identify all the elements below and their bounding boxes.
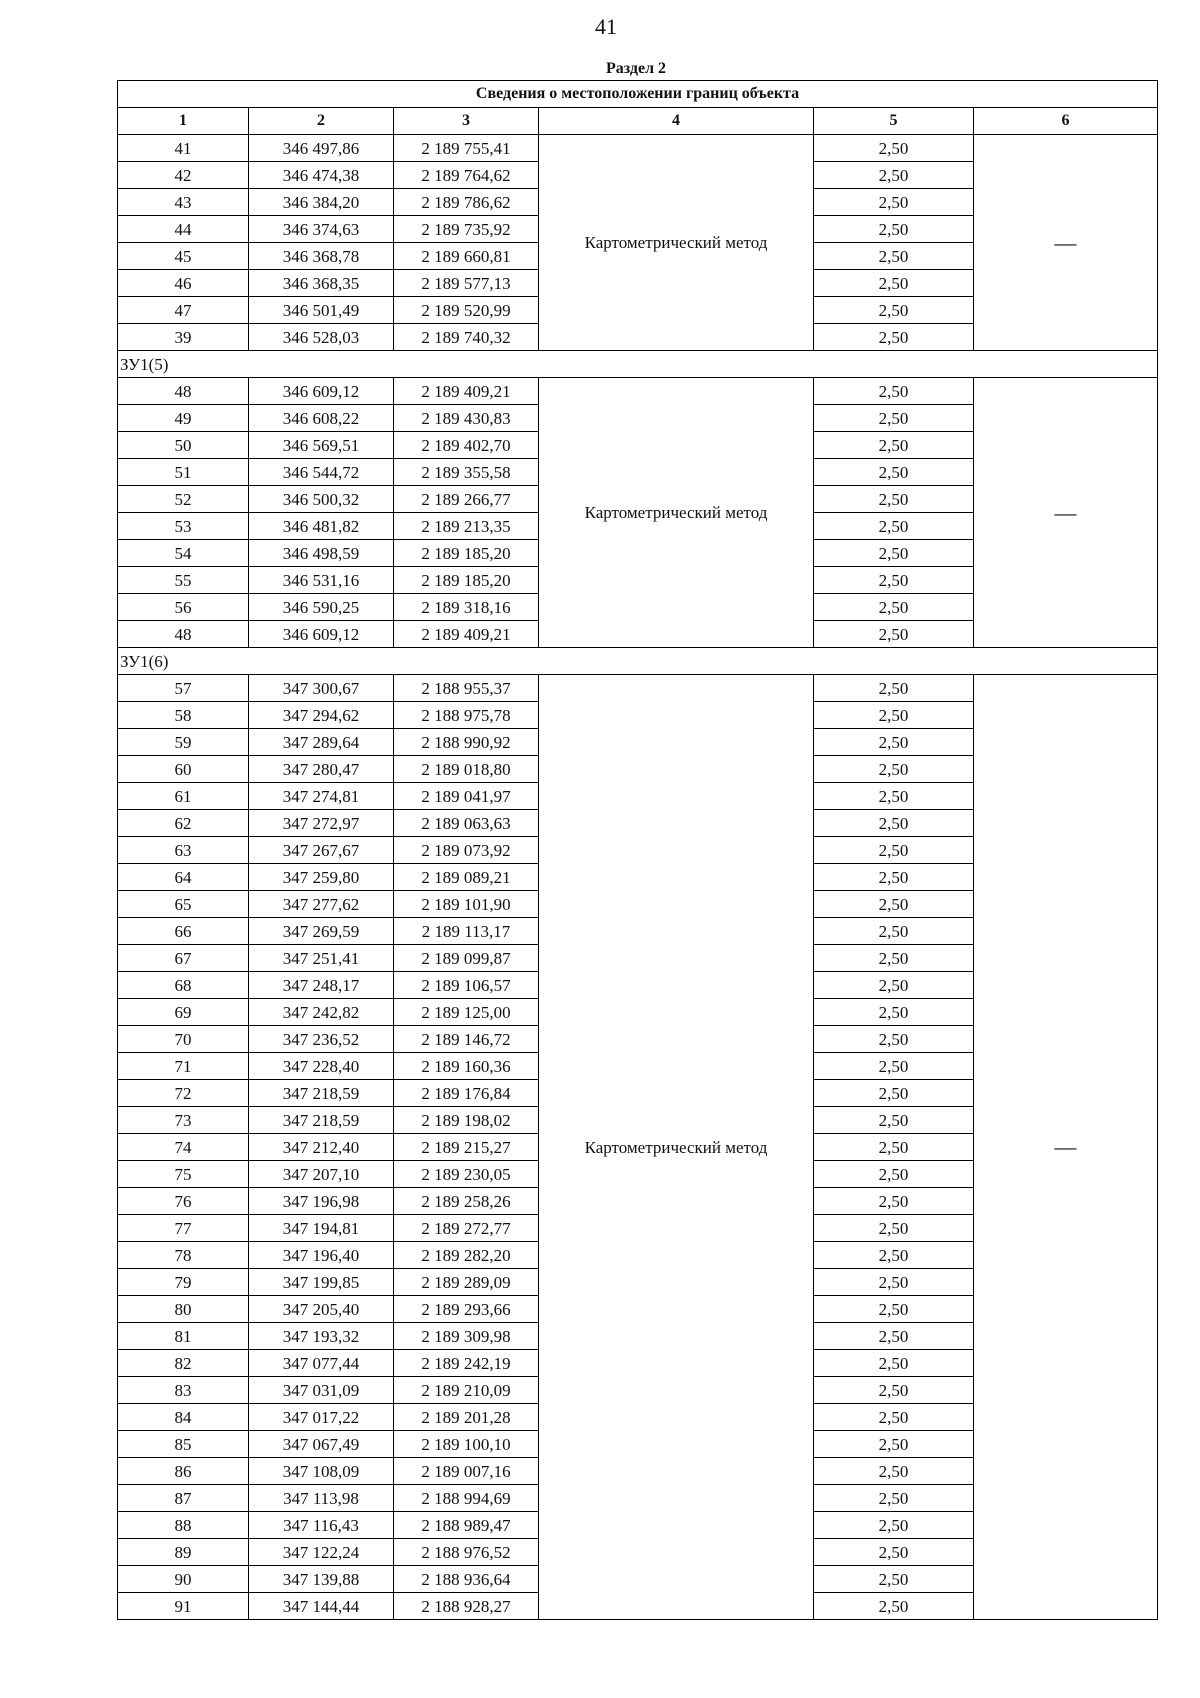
x-coordinate-cell: 346 498,59: [249, 540, 394, 567]
column-6-cell: —: [974, 675, 1158, 1620]
y-coordinate-cell: 2 189 146,72: [394, 1026, 539, 1053]
x-coordinate-cell: 346 528,03: [249, 324, 394, 351]
accuracy-cell: 2,50: [814, 756, 974, 783]
accuracy-cell: 2,50: [814, 216, 974, 243]
point-number-cell: 79: [118, 1269, 249, 1296]
accuracy-cell: 2,50: [814, 270, 974, 297]
x-coordinate-cell: 347 196,40: [249, 1242, 394, 1269]
x-coordinate-cell: 347 031,09: [249, 1377, 394, 1404]
accuracy-cell: 2,50: [814, 1053, 974, 1080]
column-6-cell: —: [974, 135, 1158, 351]
point-number-cell: 75: [118, 1161, 249, 1188]
accuracy-cell: 2,50: [814, 1215, 974, 1242]
x-coordinate-cell: 347 236,52: [249, 1026, 394, 1053]
accuracy-cell: 2,50: [814, 918, 974, 945]
point-number-cell: 52: [118, 486, 249, 513]
y-coordinate-cell: 2 189 073,92: [394, 837, 539, 864]
accuracy-cell: 2,50: [814, 837, 974, 864]
accuracy-cell: 2,50: [814, 1026, 974, 1053]
accuracy-cell: 2,50: [814, 567, 974, 594]
x-coordinate-cell: 346 497,86: [249, 135, 394, 162]
x-coordinate-cell: 347 122,24: [249, 1539, 394, 1566]
y-coordinate-cell: 2 189 293,66: [394, 1296, 539, 1323]
point-number-cell: 43: [118, 189, 249, 216]
y-coordinate-cell: 2 188 990,92: [394, 729, 539, 756]
y-coordinate-cell: 2 189 230,05: [394, 1161, 539, 1188]
x-coordinate-cell: 347 251,41: [249, 945, 394, 972]
x-coordinate-cell: 347 289,64: [249, 729, 394, 756]
accuracy-cell: 2,50: [814, 1350, 974, 1377]
table-row: [118, 675, 1158, 702]
y-coordinate-cell: 2 189 100,10: [394, 1431, 539, 1458]
point-number-cell: 55: [118, 567, 249, 594]
point-number-cell: 67: [118, 945, 249, 972]
accuracy-cell: 2,50: [814, 729, 974, 756]
accuracy-cell: 2,50: [814, 1404, 974, 1431]
point-number-cell: 73: [118, 1107, 249, 1134]
y-coordinate-cell: 2 189 402,70: [394, 432, 539, 459]
point-number-cell: 44: [118, 216, 249, 243]
y-coordinate-cell: 2 189 764,62: [394, 162, 539, 189]
accuracy-cell: 2,50: [814, 864, 974, 891]
point-number-cell: 76: [118, 1188, 249, 1215]
x-coordinate-cell: 347 108,09: [249, 1458, 394, 1485]
point-number-cell: 77: [118, 1215, 249, 1242]
column-header-2: 2: [249, 108, 394, 135]
point-number-cell: 89: [118, 1539, 249, 1566]
x-coordinate-cell: 347 242,82: [249, 999, 394, 1026]
point-number-cell: 57: [118, 675, 249, 702]
x-coordinate-cell: 347 272,97: [249, 810, 394, 837]
y-coordinate-cell: 2 189 266,77: [394, 486, 539, 513]
point-number-cell: 68: [118, 972, 249, 999]
y-coordinate-cell: 2 189 106,57: [394, 972, 539, 999]
point-number-cell: 81: [118, 1323, 249, 1350]
y-coordinate-cell: 2 189 258,26: [394, 1188, 539, 1215]
column-header-6: 6: [974, 108, 1158, 135]
x-coordinate-cell: 347 017,22: [249, 1404, 394, 1431]
y-coordinate-cell: 2 189 007,16: [394, 1458, 539, 1485]
x-coordinate-cell: 346 544,72: [249, 459, 394, 486]
x-coordinate-cell: 347 199,85: [249, 1269, 394, 1296]
y-coordinate-cell: 2 189 201,28: [394, 1404, 539, 1431]
x-coordinate-cell: 347 267,67: [249, 837, 394, 864]
x-coordinate-cell: 347 067,49: [249, 1431, 394, 1458]
point-number-cell: 84: [118, 1404, 249, 1431]
y-coordinate-cell: 2 188 975,78: [394, 702, 539, 729]
x-coordinate-cell: 347 139,88: [249, 1566, 394, 1593]
y-coordinate-cell: 2 189 176,84: [394, 1080, 539, 1107]
table-row: [118, 135, 1158, 162]
point-number-cell: 42: [118, 162, 249, 189]
accuracy-cell: 2,50: [814, 1080, 974, 1107]
accuracy-cell: 2,50: [814, 1593, 974, 1620]
column-header-5: 5: [814, 108, 974, 135]
accuracy-cell: 2,50: [814, 621, 974, 648]
x-coordinate-cell: 347 300,67: [249, 675, 394, 702]
accuracy-cell: 2,50: [814, 891, 974, 918]
accuracy-cell: 2,50: [814, 297, 974, 324]
method-cell: Картометрический метод: [539, 378, 814, 648]
accuracy-cell: 2,50: [814, 486, 974, 513]
x-coordinate-cell: 347 113,98: [249, 1485, 394, 1512]
point-number-cell: 70: [118, 1026, 249, 1053]
y-coordinate-cell: 2 189 309,98: [394, 1323, 539, 1350]
point-number-cell: 91: [118, 1593, 249, 1620]
method-cell: Картометрический метод: [539, 675, 814, 1620]
y-coordinate-cell: 2 189 740,32: [394, 324, 539, 351]
point-number-cell: 50: [118, 432, 249, 459]
x-coordinate-cell: 346 501,49: [249, 297, 394, 324]
x-coordinate-cell: 346 500,32: [249, 486, 394, 513]
accuracy-cell: 2,50: [814, 162, 974, 189]
accuracy-cell: 2,50: [814, 1458, 974, 1485]
x-coordinate-cell: 346 374,63: [249, 216, 394, 243]
y-coordinate-cell: 2 189 786,62: [394, 189, 539, 216]
column-header-3: 3: [394, 108, 539, 135]
point-number-cell: 62: [118, 810, 249, 837]
y-coordinate-cell: 2 189 160,36: [394, 1053, 539, 1080]
x-coordinate-cell: 347 248,17: [249, 972, 394, 999]
accuracy-cell: 2,50: [814, 810, 974, 837]
x-coordinate-cell: 347 207,10: [249, 1161, 394, 1188]
x-coordinate-cell: 346 569,51: [249, 432, 394, 459]
column-header-4: 4: [539, 108, 814, 135]
point-number-cell: 66: [118, 918, 249, 945]
accuracy-cell: 2,50: [814, 513, 974, 540]
x-coordinate-cell: 347 212,40: [249, 1134, 394, 1161]
method-cell: Картометрический метод: [539, 135, 814, 351]
point-number-cell: 58: [118, 702, 249, 729]
point-number-cell: 69: [118, 999, 249, 1026]
accuracy-cell: 2,50: [814, 1188, 974, 1215]
accuracy-cell: 2,50: [814, 1134, 974, 1161]
accuracy-cell: 2,50: [814, 189, 974, 216]
x-coordinate-cell: 346 590,25: [249, 594, 394, 621]
y-coordinate-cell: 2 188 989,47: [394, 1512, 539, 1539]
x-coordinate-cell: 347 294,62: [249, 702, 394, 729]
table-caption-row: [118, 81, 1158, 108]
point-number-cell: 48: [118, 621, 249, 648]
accuracy-cell: 2,50: [814, 1485, 974, 1512]
x-coordinate-cell: 347 194,81: [249, 1215, 394, 1242]
point-number-cell: 48: [118, 378, 249, 405]
y-coordinate-cell: 2 189 063,63: [394, 810, 539, 837]
accuracy-cell: 2,50: [814, 1539, 974, 1566]
x-coordinate-cell: 347 193,32: [249, 1323, 394, 1350]
point-number-cell: 87: [118, 1485, 249, 1512]
y-coordinate-cell: 2 189 198,02: [394, 1107, 539, 1134]
point-number-cell: 61: [118, 783, 249, 810]
x-coordinate-cell: 347 269,59: [249, 918, 394, 945]
section-title: Раздел 2: [605, 60, 667, 77]
x-coordinate-cell: 346 609,12: [249, 621, 394, 648]
y-coordinate-cell: 2 189 289,09: [394, 1269, 539, 1296]
x-coordinate-cell: 346 384,20: [249, 189, 394, 216]
accuracy-cell: 2,50: [814, 783, 974, 810]
y-coordinate-cell: 2 189 430,83: [394, 405, 539, 432]
accuracy-cell: 2,50: [814, 675, 974, 702]
accuracy-cell: 2,50: [814, 702, 974, 729]
boundary-coordinates-table: [117, 80, 1158, 1620]
y-coordinate-cell: 2 189 213,35: [394, 513, 539, 540]
x-coordinate-cell: 347 116,43: [249, 1512, 394, 1539]
column-header-row: [118, 108, 1158, 135]
point-number-cell: 83: [118, 1377, 249, 1404]
point-number-cell: 46: [118, 270, 249, 297]
zone-label-row: [118, 351, 1158, 378]
point-number-cell: 59: [118, 729, 249, 756]
x-coordinate-cell: 347 144,44: [249, 1593, 394, 1620]
accuracy-cell: 2,50: [814, 594, 974, 621]
y-coordinate-cell: 2 189 272,77: [394, 1215, 539, 1242]
table-row: [118, 378, 1158, 405]
x-coordinate-cell: 346 531,16: [249, 567, 394, 594]
y-coordinate-cell: 2 189 318,16: [394, 594, 539, 621]
y-coordinate-cell: 2 189 577,13: [394, 270, 539, 297]
y-coordinate-cell: 2 189 242,19: [394, 1350, 539, 1377]
column-header-1: 1: [118, 108, 249, 135]
accuracy-cell: 2,50: [814, 135, 974, 162]
y-coordinate-cell: 2 188 928,27: [394, 1593, 539, 1620]
x-coordinate-cell: 347 277,62: [249, 891, 394, 918]
column-6-cell: —: [974, 378, 1158, 648]
accuracy-cell: 2,50: [814, 1242, 974, 1269]
page-number: 41: [595, 14, 617, 39]
zone-label-row: [118, 648, 1158, 675]
x-coordinate-cell: 347 228,40: [249, 1053, 394, 1080]
y-coordinate-cell: 2 189 185,20: [394, 567, 539, 594]
x-coordinate-cell: 347 259,80: [249, 864, 394, 891]
y-coordinate-cell: 2 189 210,09: [394, 1377, 539, 1404]
x-coordinate-cell: 346 609,12: [249, 378, 394, 405]
y-coordinate-cell: 2 189 282,20: [394, 1242, 539, 1269]
accuracy-cell: 2,50: [814, 432, 974, 459]
point-number-cell: 63: [118, 837, 249, 864]
accuracy-cell: 2,50: [814, 1161, 974, 1188]
x-coordinate-cell: 347 218,59: [249, 1107, 394, 1134]
x-coordinate-cell: 346 474,38: [249, 162, 394, 189]
accuracy-cell: 2,50: [814, 324, 974, 351]
point-number-cell: 80: [118, 1296, 249, 1323]
point-number-cell: 86: [118, 1458, 249, 1485]
y-coordinate-cell: 2 188 994,69: [394, 1485, 539, 1512]
y-coordinate-cell: 2 188 936,64: [394, 1566, 539, 1593]
y-coordinate-cell: 2 189 520,99: [394, 297, 539, 324]
x-coordinate-cell: 346 481,82: [249, 513, 394, 540]
accuracy-cell: 2,50: [814, 1431, 974, 1458]
point-number-cell: 56: [118, 594, 249, 621]
point-number-cell: 74: [118, 1134, 249, 1161]
point-number-cell: 90: [118, 1566, 249, 1593]
y-coordinate-cell: 2 189 409,21: [394, 621, 539, 648]
point-number-cell: 71: [118, 1053, 249, 1080]
y-coordinate-cell: 2 189 125,00: [394, 999, 539, 1026]
point-number-cell: 53: [118, 513, 249, 540]
y-coordinate-cell: 2 189 099,87: [394, 945, 539, 972]
y-coordinate-cell: 2 189 735,92: [394, 216, 539, 243]
y-coordinate-cell: 2 189 101,90: [394, 891, 539, 918]
zone-label: ЗУ1(6): [118, 648, 1158, 675]
accuracy-cell: 2,50: [814, 972, 974, 999]
accuracy-cell: 2,50: [814, 378, 974, 405]
point-number-cell: 60: [118, 756, 249, 783]
accuracy-cell: 2,50: [814, 1107, 974, 1134]
y-coordinate-cell: 2 189 113,17: [394, 918, 539, 945]
accuracy-cell: 2,50: [814, 1377, 974, 1404]
accuracy-cell: 2,50: [814, 1269, 974, 1296]
point-number-cell: 54: [118, 540, 249, 567]
y-coordinate-cell: 2 189 185,20: [394, 540, 539, 567]
accuracy-cell: 2,50: [814, 405, 974, 432]
x-coordinate-cell: 347 280,47: [249, 756, 394, 783]
x-coordinate-cell: 346 368,78: [249, 243, 394, 270]
point-number-cell: 64: [118, 864, 249, 891]
accuracy-cell: 2,50: [814, 999, 974, 1026]
point-number-cell: 72: [118, 1080, 249, 1107]
accuracy-cell: 2,50: [814, 1512, 974, 1539]
point-number-cell: 45: [118, 243, 249, 270]
y-coordinate-cell: 2 189 089,21: [394, 864, 539, 891]
x-coordinate-cell: 347 218,59: [249, 1080, 394, 1107]
x-coordinate-cell: 347 274,81: [249, 783, 394, 810]
accuracy-cell: 2,50: [814, 540, 974, 567]
y-coordinate-cell: 2 188 955,37: [394, 675, 539, 702]
x-coordinate-cell: 347 077,44: [249, 1350, 394, 1377]
accuracy-cell: 2,50: [814, 1296, 974, 1323]
accuracy-cell: 2,50: [814, 1566, 974, 1593]
y-coordinate-cell: 2 188 976,52: [394, 1539, 539, 1566]
point-number-cell: 88: [118, 1512, 249, 1539]
table-caption: Сведения о местоположении границ объекта: [118, 81, 1158, 108]
accuracy-cell: 2,50: [814, 459, 974, 486]
y-coordinate-cell: 2 189 409,21: [394, 378, 539, 405]
y-coordinate-cell: 2 189 215,27: [394, 1134, 539, 1161]
point-number-cell: 78: [118, 1242, 249, 1269]
point-number-cell: 51: [118, 459, 249, 486]
point-number-cell: 82: [118, 1350, 249, 1377]
y-coordinate-cell: 2 189 355,58: [394, 459, 539, 486]
x-coordinate-cell: 347 196,98: [249, 1188, 394, 1215]
point-number-cell: 49: [118, 405, 249, 432]
point-number-cell: 47: [118, 297, 249, 324]
y-coordinate-cell: 2 189 660,81: [394, 243, 539, 270]
accuracy-cell: 2,50: [814, 243, 974, 270]
point-number-cell: 41: [118, 135, 249, 162]
x-coordinate-cell: 347 205,40: [249, 1296, 394, 1323]
x-coordinate-cell: 346 608,22: [249, 405, 394, 432]
y-coordinate-cell: 2 189 018,80: [394, 756, 539, 783]
y-coordinate-cell: 2 189 755,41: [394, 135, 539, 162]
point-number-cell: 39: [118, 324, 249, 351]
y-coordinate-cell: 2 189 041,97: [394, 783, 539, 810]
zone-label: ЗУ1(5): [118, 351, 1158, 378]
x-coordinate-cell: 346 368,35: [249, 270, 394, 297]
table-body: [118, 135, 1158, 1620]
accuracy-cell: 2,50: [814, 1323, 974, 1350]
point-number-cell: 85: [118, 1431, 249, 1458]
point-number-cell: 65: [118, 891, 249, 918]
accuracy-cell: 2,50: [814, 945, 974, 972]
